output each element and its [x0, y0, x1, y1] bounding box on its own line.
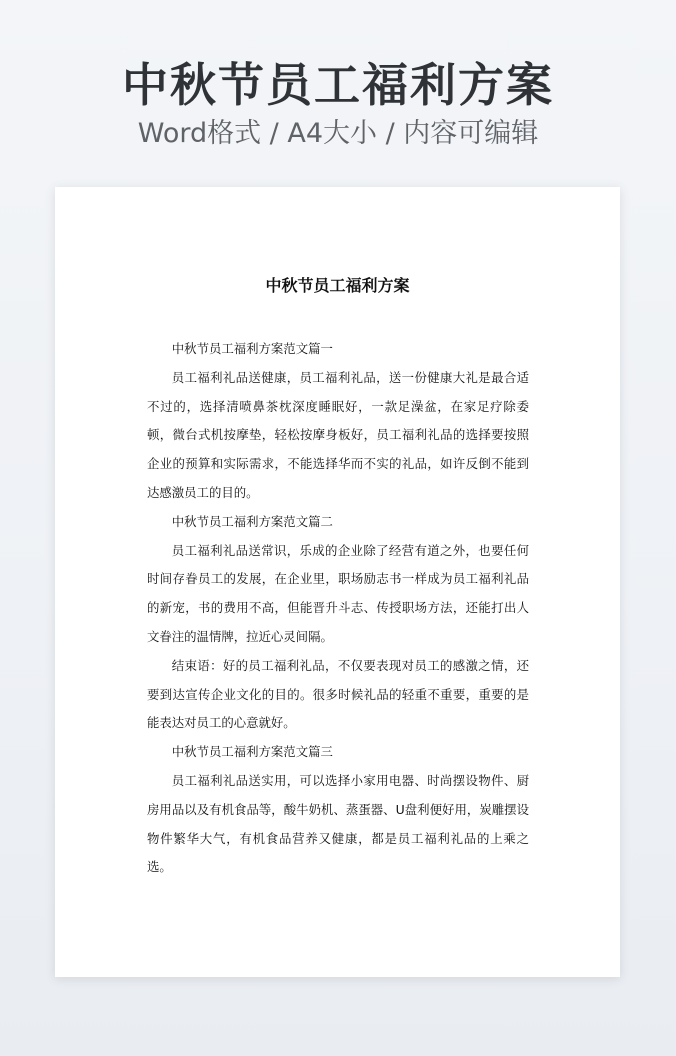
banner-title: 中秋节员工福利方案 [122, 58, 554, 112]
document-body [147, 335, 529, 882]
paragraph-2: 员工福利礼品送常识，乐成的企业除了经营有道之外，也要任何时间存眷员工的发展，在企业里，职场励志书一样成为员工福利礼品的新宠，书的费用不高，但能晋升斗志、传授职场方法，还能打出人文眷注的温情牌，拉近心灵间隔。 [147, 542, 529, 644]
paragraph-conclusion: 结束语：好的员工福利礼品，不仅要表现对员工的感激之情，还要到达宣传企业文化的目的。很多时候礼品的轻重不重要，重要的是能表达对员工的心意就好。 [147, 657, 529, 731]
section-heading-1: 中秋节员工福利方案范文篇一 [171, 341, 333, 356]
document-page [55, 187, 620, 977]
document-title: 中秋节员工福利方案 [265, 276, 410, 295]
section-heading-2: 中秋节员工福利方案范文篇二 [171, 513, 333, 529]
banner-subtitle: Word格式 / A4大小 / 内容可编辑 [137, 118, 539, 149]
paragraph-3: 员工福利礼品送实用，可以选择小家用电器、时尚摆设物件、厨房用品以及有机食品等，酸牛奶机、蒸蛋器、U盘利便好用，炭雕摆设物件繁华大气，有机食品营养又健康，都是员工福利礼品的上乘之选。 [147, 772, 529, 875]
paragraph-1: 员工福利礼品送健康，员工福利礼品，送一份健康大礼是最合适不过的，选择清喷鼻茶枕深度睡眠好，一款足澡盆，在家足疗除委顿，微台式机按摩垫，轻松按摩身板好，员工福利礼品的选择要按照企业的预算和实际需求，不能选择华而不实的礼品，如许反倒不能到达感激员工的目的。 [147, 369, 529, 500]
section-heading-3: 中秋节员工福利方案范文篇三 [171, 744, 333, 760]
